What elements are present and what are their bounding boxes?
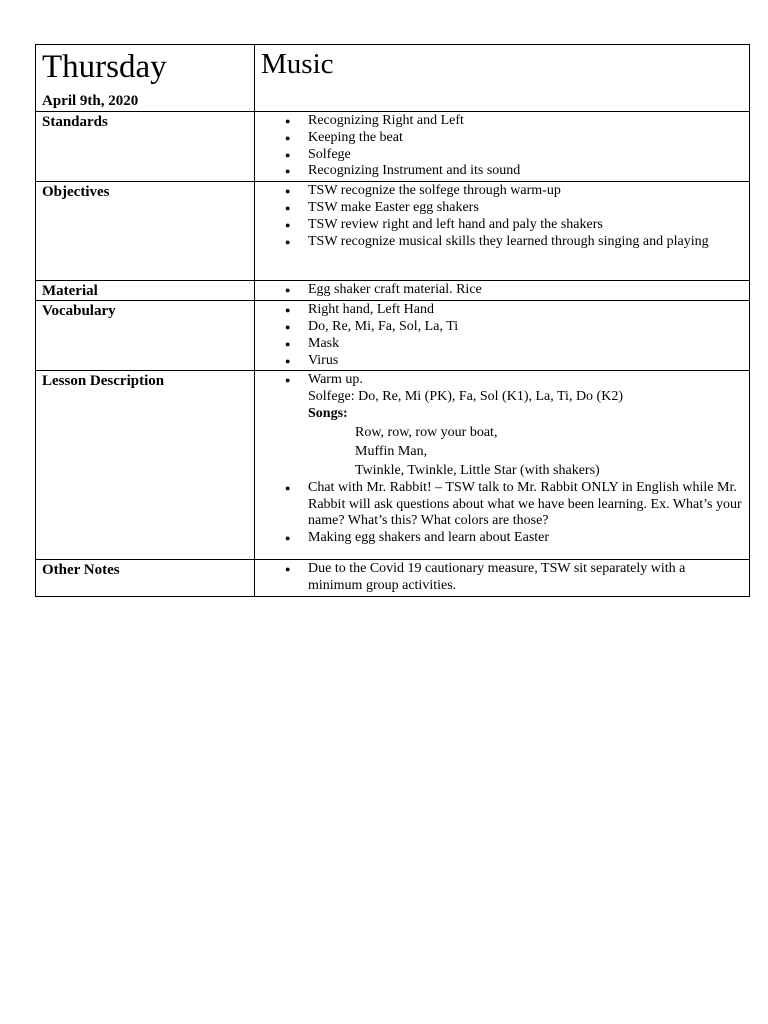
date-label: April 9th, 2020 [42, 93, 139, 109]
list-item [255, 372, 749, 479]
vocabulary-list [255, 301, 749, 370]
objectives-list [255, 182, 749, 251]
lesson-description-row [36, 371, 750, 560]
standards-label: Standards [42, 114, 108, 130]
day-cell [36, 45, 255, 112]
material-list [255, 281, 749, 300]
subject-cell [255, 45, 750, 112]
list-item: ● TSW recognize the solfege through warm-up [255, 183, 749, 200]
material-label: Material [42, 283, 98, 300]
list-item: ● Due to the Covid 19 cautionary measure, TSW sit separately with a minimum group activities. [255, 561, 749, 595]
solfege-text: Solfege: Do, Re, Mi (PK), Fa, Sol (K1), La, Ti, Do (K2) [308, 389, 623, 405]
vocabulary-row [36, 301, 750, 371]
standards-row [36, 112, 750, 182]
list-item: ● TSW recognize musical skills they learned through singing and playing [255, 234, 749, 251]
list-item: ● Recognizing Right and Left [255, 113, 749, 130]
list-item: ● Making egg shakers and learn about Easter [255, 530, 749, 547]
list-item: ● Solfege [255, 147, 749, 164]
notes-list [255, 560, 749, 596]
list-item: ● Do, Re, Mi, Fa, Sol, La, Ti [255, 319, 749, 336]
list-item: ● TSW make Easter egg shakers [255, 200, 749, 217]
header-row [36, 45, 750, 112]
list-item: ● Virus [255, 353, 749, 370]
other-notes-row [36, 560, 750, 597]
list-item: ● Egg shaker craft material. Rice [255, 282, 749, 299]
list-item: ● Chat with Mr. Rabbit! – TSW talk to Mr. Rabbit ONLY in English while Mr. Rabbit will ask questions about what we have been learning. Ex. What’s your name? What’s this? What colors are those? [255, 480, 749, 530]
other-notes-label: Other Notes [42, 562, 120, 579]
subject-title: Music [261, 48, 334, 80]
list-item: ● Right hand, Left Hand [255, 302, 749, 319]
vocabulary-label: Vocabulary [42, 303, 116, 320]
material-row [36, 281, 750, 301]
song-item: Twinkle, Twinkle, Little Star (with shakers) [355, 462, 600, 478]
lesson-list [255, 371, 749, 548]
lesson-description-label: Lesson Description [42, 373, 165, 390]
songs-label: Songs: [308, 405, 348, 421]
list-item: ● Keeping the beat [255, 130, 749, 147]
list-item: ● TSW review right and left hand and paly the shakers [255, 217, 749, 234]
objectives-label: Objectives [42, 184, 110, 201]
lesson-plan-table [35, 44, 750, 597]
list-item: ● Mask [255, 336, 749, 353]
list-item: ● Recognizing Instrument and its sound [255, 163, 749, 180]
song-item: Row, row, row your boat, [355, 424, 498, 440]
song-item: Muffin Man, [355, 443, 428, 459]
objectives-row [36, 182, 750, 281]
day-title: Thursday [42, 49, 167, 85]
standards-list [255, 112, 749, 181]
warmup-text: ● Warm up. [308, 372, 363, 388]
